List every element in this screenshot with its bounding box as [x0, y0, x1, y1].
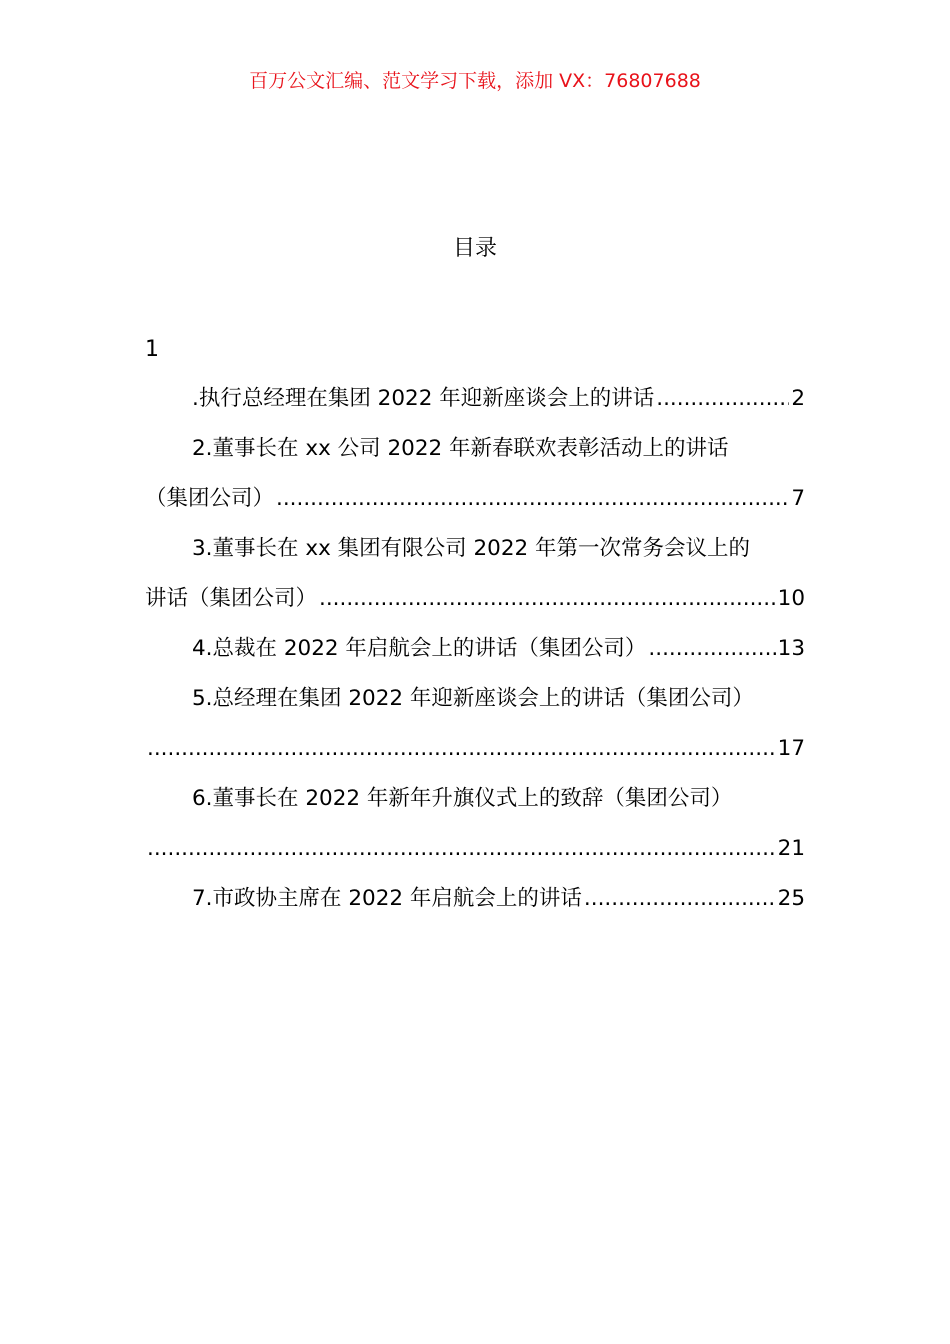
toc-entry-page: 7	[791, 486, 805, 511]
toc-leader-dots	[147, 824, 776, 874]
toc-entry[interactable]	[145, 674, 805, 774]
toc-entry[interactable]	[145, 424, 805, 524]
toc-entry-title: .执行总经理在集团 2022 年迎新座谈会上的讲话	[192, 386, 655, 411]
toc-leader-dots	[648, 624, 775, 674]
toc-entry[interactable]	[145, 774, 805, 874]
toc-entry-line	[145, 474, 805, 524]
toc-entry-line	[145, 374, 805, 424]
toc-entry-title: 6.董事长在 2022 年新年升旗仪式上的致辞（集团公司）	[192, 786, 733, 811]
table-of-contents	[145, 374, 805, 924]
toc-entry-page: 2	[791, 386, 805, 411]
toc-entry-title: 3.董事长在 xx 集团有限公司 2022 年第一次常务会议上的	[192, 536, 751, 561]
toc-leader-dots	[276, 474, 789, 524]
toc-entry-title-continued: 讲话（集团公司）	[145, 586, 318, 611]
toc-entry-line	[145, 874, 805, 924]
toc-entry[interactable]	[145, 524, 805, 624]
toc-leader-dots	[319, 574, 776, 624]
toc-title: 目录	[452, 236, 497, 261]
toc-entry-title-continued: （集团公司）	[145, 486, 275, 511]
toc-entry-line	[145, 824, 805, 874]
toc-entry-title: 2.董事长在 xx 公司 2022 年新春联欢表彰活动上的讲话	[192, 436, 729, 461]
toc-leader-dots	[656, 374, 789, 424]
toc-entry[interactable]	[145, 874, 805, 924]
toc-entry-title: 5.总经理在集团 2022 年迎新座谈会上的讲话（集团公司）	[192, 686, 754, 711]
toc-entry-page: 21	[777, 836, 805, 861]
toc-entry-line	[145, 624, 805, 674]
toc-leader-dots	[584, 874, 776, 924]
toc-entry-page: 13	[777, 636, 805, 661]
toc-entry[interactable]	[145, 374, 805, 424]
toc-entry-title: 4.总裁在 2022 年启航会上的讲话（集团公司）	[192, 636, 647, 661]
toc-entry-page: 17	[777, 736, 805, 761]
toc-section-number: 1	[145, 337, 159, 362]
toc-entry-page: 25	[777, 886, 805, 911]
toc-leader-dots	[147, 724, 776, 774]
toc-entry-line	[145, 724, 805, 774]
toc-entry-line	[145, 574, 805, 624]
toc-entry[interactable]	[145, 624, 805, 674]
toc-entry-title: 7.市政协主席在 2022 年启航会上的讲话	[192, 886, 582, 911]
watermark-contact-note: 百万公文汇编、范文学习下载，添加 VX：76807688	[249, 70, 701, 92]
toc-entry-page: 10	[777, 586, 805, 611]
